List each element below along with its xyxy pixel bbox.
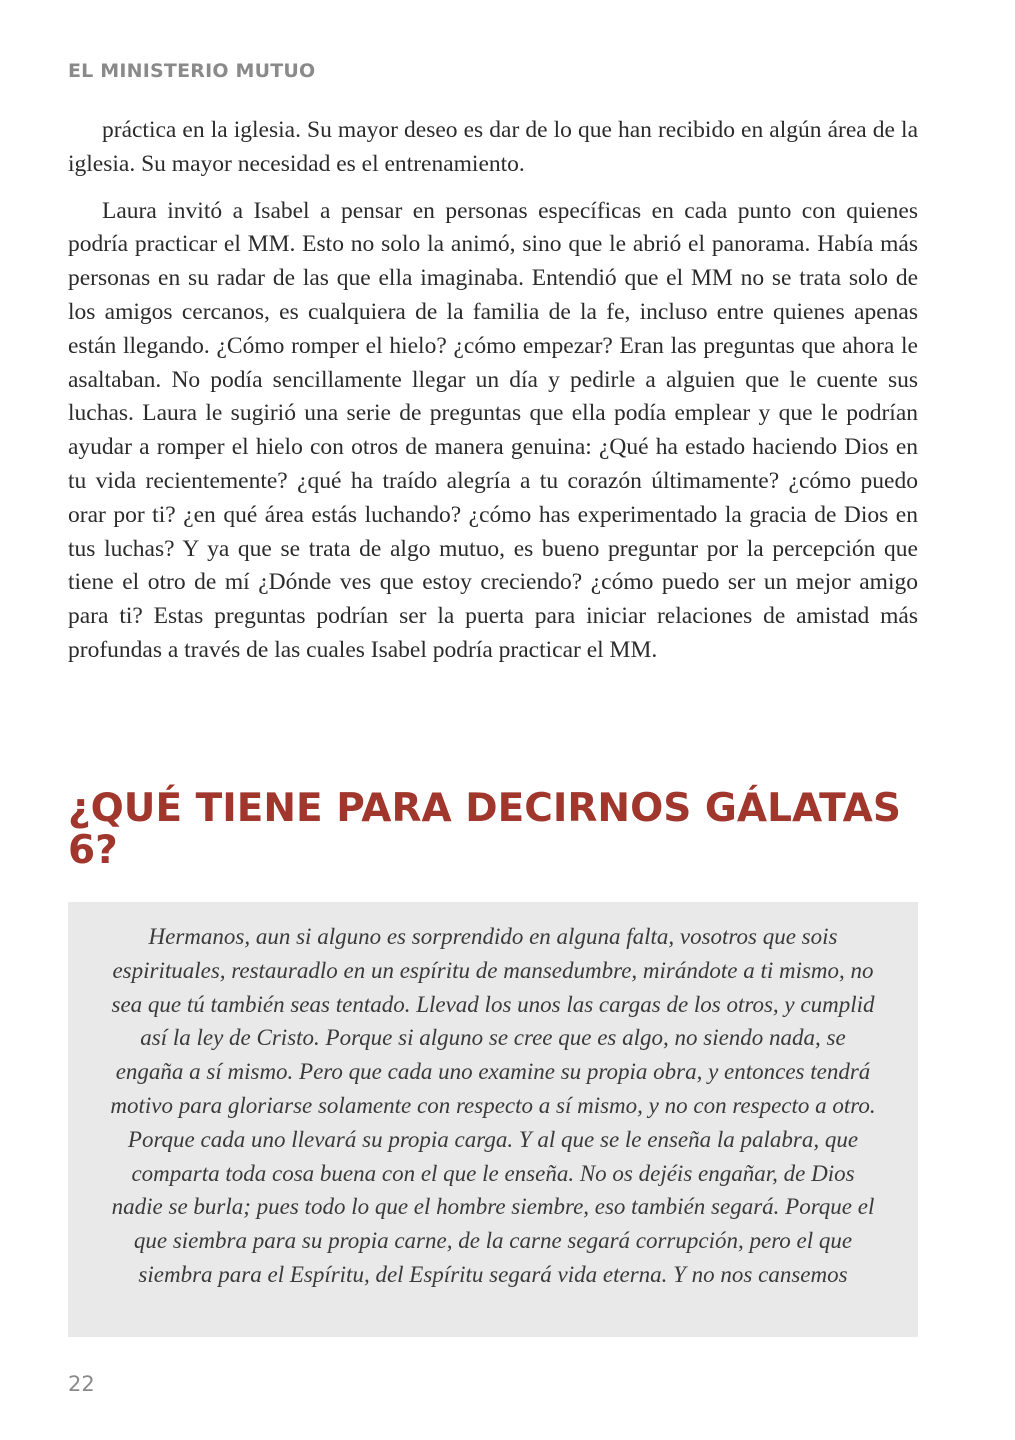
running-head: EL MINISTERIO MUTUO — [68, 60, 316, 82]
scripture-quote-text: Hermanos, aun si alguno es sorprendido en alguna falta, vosotros que sois espirituales, restauradlo en un espíritu de mansedumbre, mirándote a ti mismo, no sea que tú también seas tentado. Llevad los unos las cargas de los otros, y cumplid así la ley de Cristo. Porque si alguno se cree que es algo, no siendo nada, se engaña a sí mismo. Pero que cada uno examine su propia obra, y entonces tendrá motivo para gloriarse solamente con respecto a sí mismo, y no con respecto a otro. Porque cada uno llevará su propia carga. Y al que se le enseña la palabra, que comparta toda cosa buena con el que le enseña. No os dejéis engañar, de Dios nadie se burla; pues todo lo que el hombre siembre, eso también segará. Porque el que siembra para su propia carne, de la carne segará corrupción, pero el que siembra para el Espíritu, del Espíritu segará vida eterna. Y no nos cansemos — [110, 924, 876, 1287]
body-text — [68, 114, 918, 668]
section-heading: ¿QUÉ TIENE PARA DECIRNOS GÁLATAS 6? — [68, 786, 901, 873]
page-number: 22 — [68, 1372, 95, 1396]
paragraph-main: Laura invitó a Isabel a pensar en personas específicas en cada punto con quienes podría practicar el MM. Esto no solo la animó, sino que le abrió el panorama. Había más personas en su radar de las que ella imaginaba. Entendió que el MM no se trata solo de los amigos cercanos, es cualquiera de la familia de la fe, incluso entre quienes apenas están llegando. ¿Cómo romper el hielo? ¿cómo empezar? Eran las preguntas que ahora le asaltaban. No podía sencillamente llegar un día y pedirle a alguien que le cuente sus luchas. Laura le sugirió una serie de preguntas que ella podía emplear y que le podrían ayudar a romper el hielo con otros de manera genuina: ¿Qué ha estado haciendo Dios en tu vida recientemente? ¿qué ha traído alegría a tu corazón últimamente? ¿cómo puedo orar por ti? ¿en qué área estás luchando? ¿cómo has experimentado la gracia de Dios en tus luchas? Y ya que se trata de algo mutuo, es bueno preguntar por la percepción que tiene el otro de mí ¿Dónde ves que estoy creciendo? ¿cómo puedo ser un mejor amigo para ti? Estas preguntas podrían ser la puerta para iniciar relaciones de amistad más profundas a través de las cuales Isabel podría practicar el MM. — [68, 197, 918, 663]
paragraph-continued: práctica en la iglesia. Su mayor deseo es dar de lo que han recibido en algún área de la iglesia. Su mayor necesidad es el entrenamiento. — [68, 117, 918, 177]
scripture-quote-box — [68, 902, 918, 1337]
